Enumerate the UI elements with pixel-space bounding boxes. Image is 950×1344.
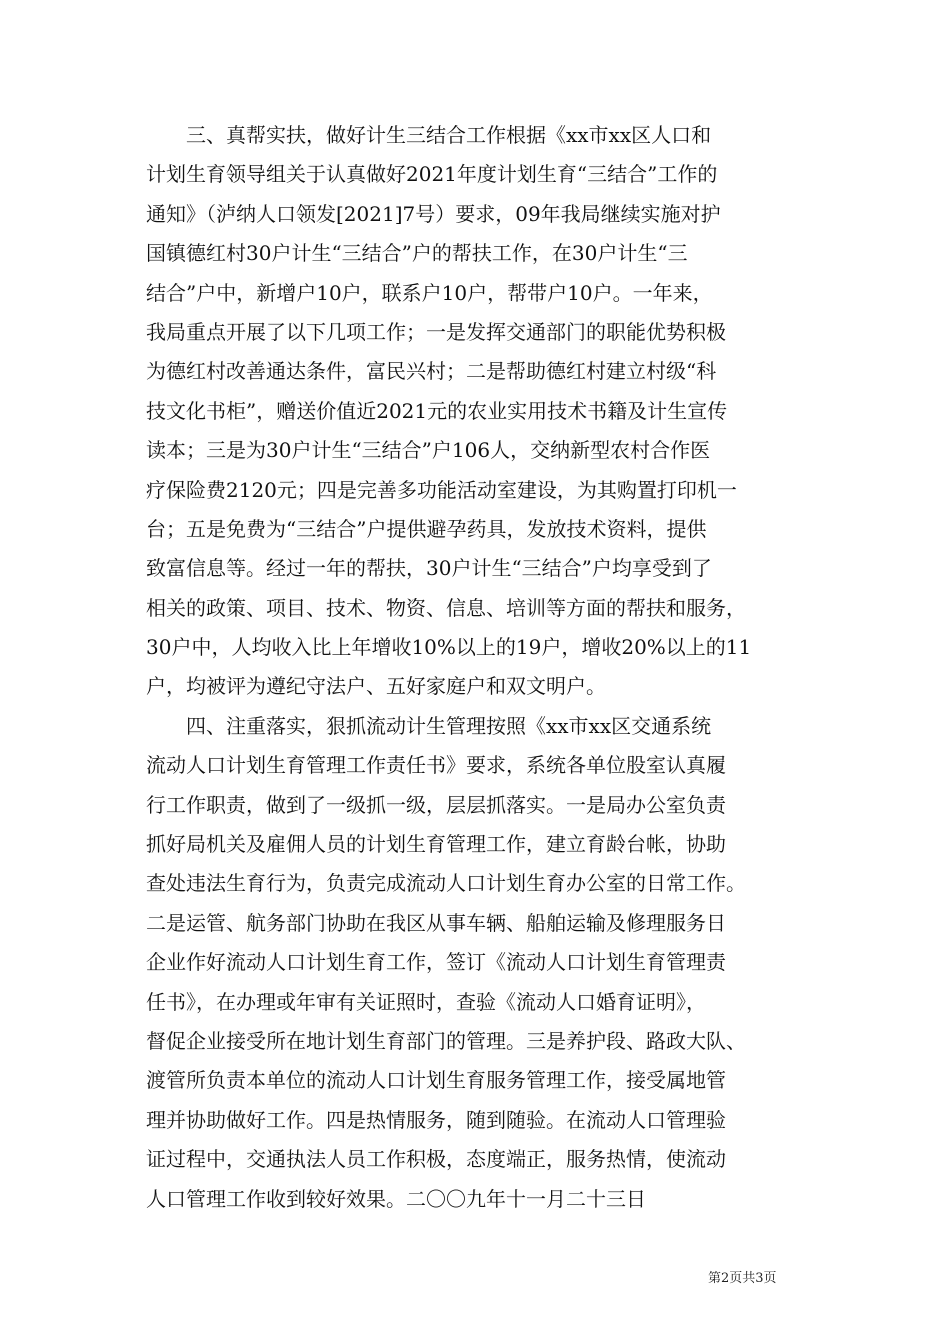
text-line: 企业作好流动人口计划生育工作，签订《流动人口计划生育管理责 xyxy=(146,950,726,975)
text-line: 渡管所负责本单位的流动人口计划生育服务管理工作，接受属地管 xyxy=(146,1068,726,1093)
text-line: 疗保险费2120元；四是完善多功能活动室建设，为其购置打印机一 xyxy=(146,477,737,502)
text-line: 四、注重落实，狠抓流动计生管理按照《xx市xx区交通系统 xyxy=(146,713,712,738)
text-line: 三、真帮实扶，做好计生三结合工作根据《xx市xx区人口和 xyxy=(146,123,712,147)
text-line: 户，均被评为遵纪守法户、五好家庭户和双文明户。 xyxy=(146,674,606,699)
text-line: 督促企业接受所在地计划生育部门的管理。三是养护段、路政大队、 xyxy=(146,1028,746,1053)
text-line: 行工作职责，做到了一级抓一级，层层抓落实。一是局办公室负责 xyxy=(146,792,726,817)
text-line: 为德红村改善通达条件，富民兴村；二是帮助德红村建立村级“科 xyxy=(146,359,717,384)
text-line: 读本；三是为30户计生“三结合”户106人，交纳新型农村合作医 xyxy=(146,438,711,463)
text-line: 台；五是免费为“三结合”户提供避孕药具，发放技术资料，提供 xyxy=(146,516,707,541)
text-line: 人口管理工作收到较好效果。二〇〇九年十一月二十三日 xyxy=(146,1186,646,1211)
text-line: 任书》，在办理或年审有关证照时，查验《流动人口婚育证明》， xyxy=(146,989,706,1014)
text-line: 国镇德红村30户计生“三结合”户的帮扶工作，在30户计生“三 xyxy=(146,241,688,266)
text-line: 技文化书柜”，赠送价值近2021元的农业实用技术书籍及计生宣传 xyxy=(146,398,728,423)
text-line: 流动人口计划生育管理工作责任书》要求，系统各单位股室认真履 xyxy=(146,753,726,778)
text-line: 二是运管、航务部门协助在我区从事车辆、船舶运输及修理服务日 xyxy=(146,910,726,935)
text-line: 计划生育领导组关于认真做好2021年度计划生育“三结合”工作的 xyxy=(146,162,718,187)
text-line: 理并协助做好工作。四是热情服务，随到随验。在流动人口管理验 xyxy=(146,1107,726,1132)
text-line: 相关的政策、项目、技术、物资、信息、培训等方面的帮扶和服务， xyxy=(146,595,746,620)
text-line: 抓好局机关及雇佣人员的计划生育管理工作，建立育龄台帐，协助 xyxy=(146,832,726,857)
text-line: 查处违法生育行为，负责完成流动人口计划生育办公室的日常工作。 xyxy=(146,871,746,896)
text-line: 通知》（泸纳人口领发[2021]7号）要求，09年我局继续实施对护 xyxy=(146,201,721,226)
text-line: 致富信息等。经过一年的帮扶，30户计生“三结合”户均享受到了 xyxy=(146,556,712,581)
text-line: 证过程中，交通执法人员工作积极，态度端正，服务热情，使流动 xyxy=(146,1147,726,1172)
text-line: 我局重点开展了以下几项工作；一是发挥交通部门的职能优势积极 xyxy=(146,319,726,344)
text-line: 30户中，人均收入比上年增收10%以上的19户，增收20%以上的11 xyxy=(146,635,752,660)
document-body xyxy=(146,116,826,1219)
text-line: 结合”户中，新增户10户，联系户10户，帮带户10户。一年来， xyxy=(146,280,713,305)
page-number: 第2页共3页 xyxy=(708,1271,777,1286)
